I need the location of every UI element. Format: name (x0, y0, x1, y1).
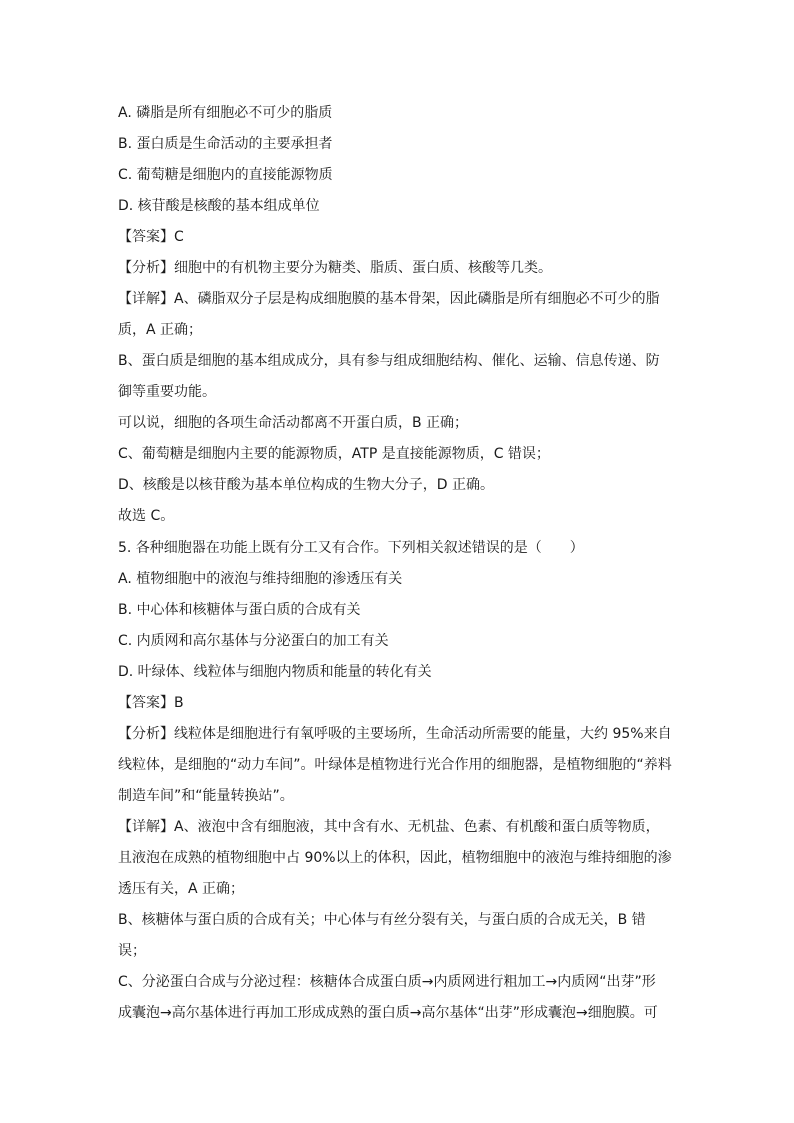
q5-detail-line: 【详解】A、液泡中含有细胞液，其中含有水、无机盐、色素、有机酸和蛋白质等物质， (118, 819, 660, 835)
q4-detail-line: D、核酸是以核苷酸为基本单位构成的生物大分子，D 正确。 (118, 477, 495, 493)
q5-option-a: A. 植物细胞中的液泡与维持细胞的渗透压有关 (118, 571, 403, 587)
q5-option-c: C. 内质网和高尔基体与分泌蛋白的加工有关 (118, 633, 389, 649)
q5-detail-line: 且液泡在成熟的植物细胞中占 90%以上的体积，因此，植物细胞中的液泡与维持细胞的渗 (118, 850, 672, 866)
q5-stem: 5. 各种细胞器在功能上既有分工又有合作。下列相关叙述错误的是（ ） (118, 540, 584, 556)
q4-detail-line: 故选 C。 (118, 508, 175, 524)
q4-answer: 【答案】C (118, 229, 184, 245)
q5-analysis-line: 线粒体，是细胞的“动力车间”。叶绿体是植物进行光合作用的细胞器，是植物细胞的“养料 (118, 757, 672, 773)
q5-detail-line: C、分泌蛋白合成与分泌过程：核糖体合成蛋白质→内质网进行粗加工→内质网“出芽”形 (118, 974, 656, 990)
q5-detail-line: B、核糖体与蛋白质的合成有关；中心体与有丝分裂有关，与蛋白质的合成无关，B 错 (118, 912, 646, 928)
q5-answer: 【答案】B (118, 695, 184, 711)
q4-detail-line: B、蛋白质是细胞的基本组成成分，具有参与组成细胞结构、催化、运输、信息传递、防 (118, 353, 660, 369)
q5-analysis-line: 制造车间”和“能量转换站”。 (118, 788, 294, 804)
q4-detail-line: 【详解】A、磷脂双分子层是构成细胞膜的基本骨架，因此磷脂是所有细胞必不可少的脂 (118, 291, 660, 307)
q5-detail-line: 成囊泡→高尔基体进行再加工形成成熟的蛋白质→高尔基体“出芽”形成囊泡→细胞膜。可 (118, 1005, 658, 1021)
q4-detail-line: 质，A 正确； (118, 322, 203, 338)
q5-option-d: D. 叶绿体、线粒体与细胞内物质和能量的转化有关 (118, 664, 432, 680)
q5-option-b: B. 中心体和核糖体与蛋白质的合成有关 (118, 602, 361, 618)
q4-analysis: 【分析】细胞中的有机物主要分为糖类、脂质、蛋白质、核酸等几类。 (118, 260, 552, 276)
q4-option-c: C. 葡萄糖是细胞内的直接能源物质 (118, 167, 333, 183)
q4-option-d: D. 核苷酸是核酸的基本组成单位 (118, 198, 320, 214)
q5-detail-line: 误； (118, 943, 146, 959)
q4-option-b: B. 蛋白质是生命活动的主要承担者 (118, 136, 333, 152)
q4-detail-line: 御等重要功能。 (118, 384, 216, 400)
q4-detail-line: 可以说，细胞的各项生命活动都离不开蛋白质，B 正确； (118, 415, 469, 431)
q5-analysis-line: 【分析】线粒体是细胞进行有氧呼吸的主要场所，生命活动所需要的能量，大约 95%来自 (118, 726, 672, 742)
q4-option-a: A. 磷脂是所有细胞必不可少的脂质 (118, 105, 333, 121)
q5-detail-line: 透压有关，A 正确； (118, 881, 245, 897)
q4-detail-line: C、葡萄糖是细胞内主要的能源物质，ATP 是直接能源物质，C 错误； (118, 446, 550, 462)
